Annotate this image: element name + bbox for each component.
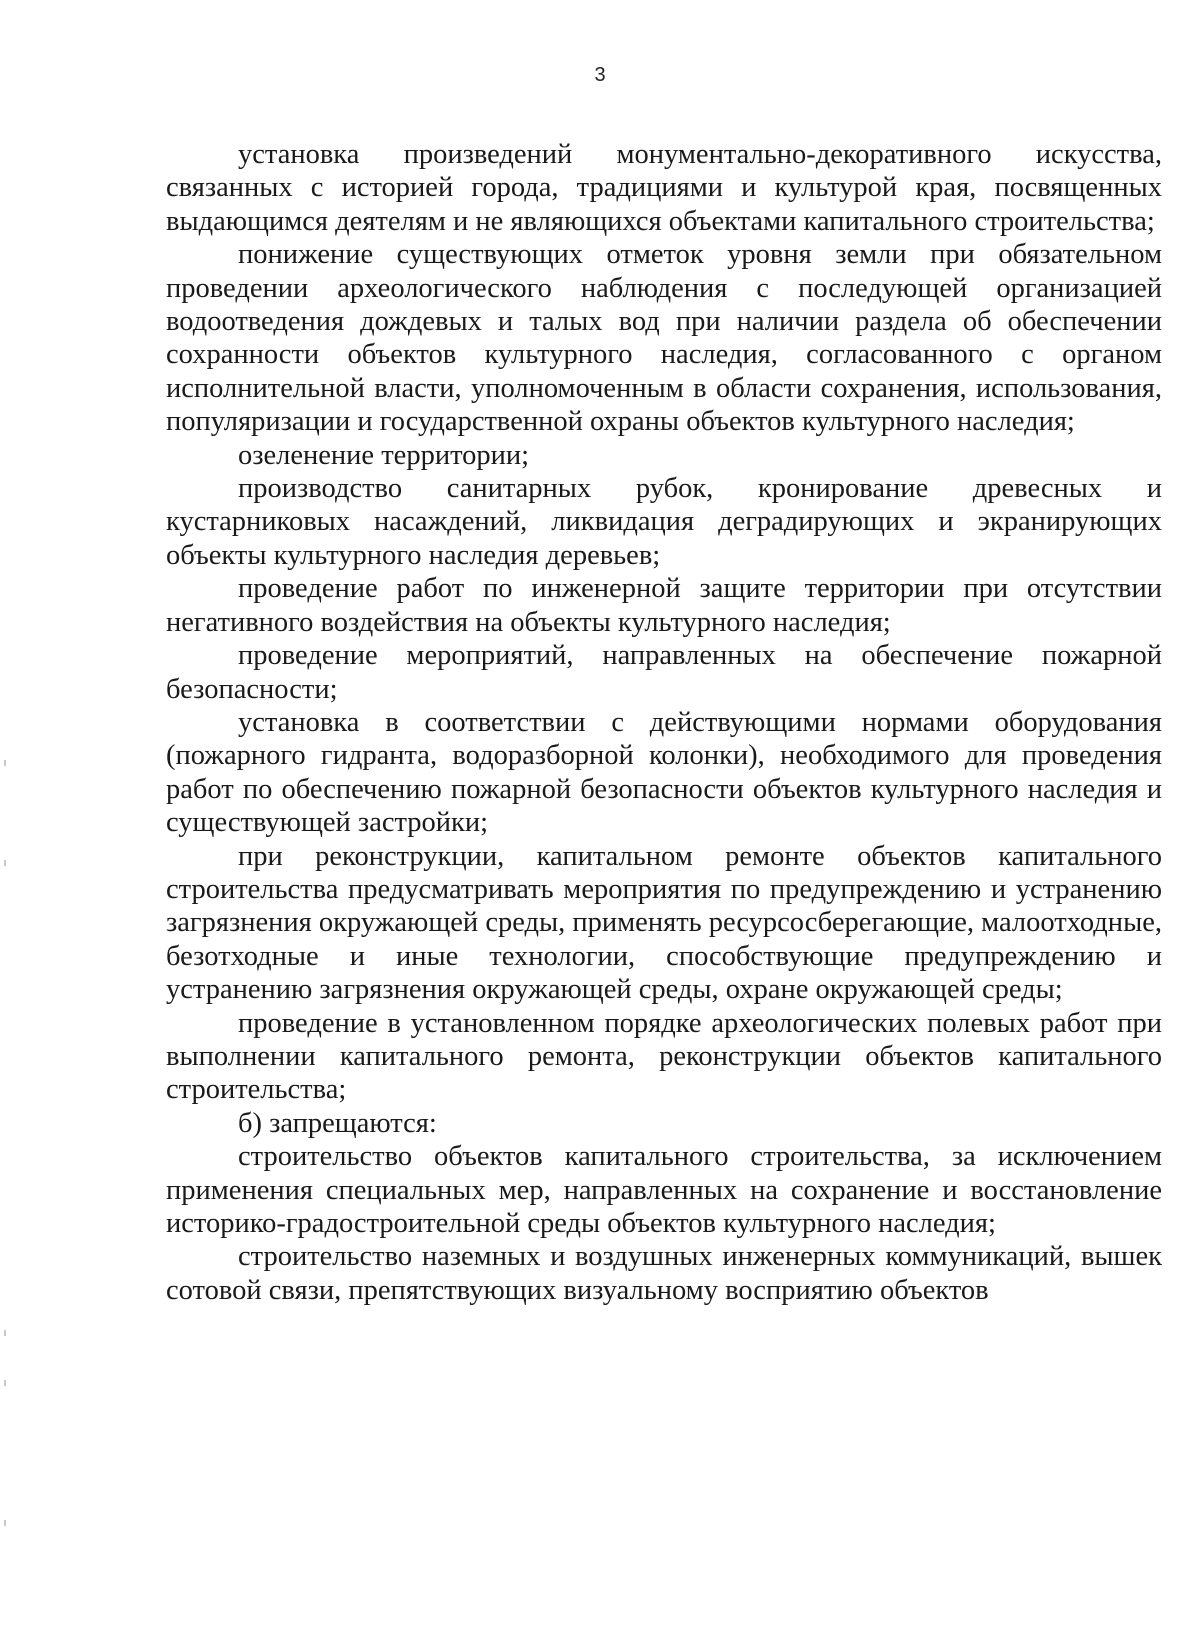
- paragraph: понижение существующих отметок уровня земли при обязательном проведении археологического наблюдения с последующей организацией водоотведения дождевых и талых вод при наличии раздела об обеспечении сохранности объектов культурного наследия, согласованного с органом исполнительной власти, уполномоченным в области сохранения, использования, популяризации и государственной охраны объектов культурного наследия;: [166, 239, 1162, 438]
- paragraph: проведение мероприятий, направленных на обеспечение пожарной безопасности;: [166, 640, 1162, 705]
- document-body: [166, 138, 1162, 1307]
- paragraph: установка произведений монументально-декоративного искусства, связанных с историей города, традициями и культурой края, посвященных выдающимся деятелям и не являющихся объектами капитального строительства;: [166, 139, 1162, 237]
- scan-edge-mark: [4, 1330, 6, 1336]
- paragraph: производство санитарных рубок, кронирование древесных и кустарниковых насаждений, ликвидация деградирующих и экранирующих объекты культурного наследия деревьев;: [166, 473, 1162, 571]
- paragraph: проведение работ по инженерной защите территории при отсутствии негативного воздействия на объекты культурного наследия;: [166, 573, 1162, 638]
- scan-edge-mark: [4, 1380, 6, 1386]
- scan-edge-mark: [4, 760, 6, 766]
- page-number: 3: [594, 64, 606, 86]
- scan-edge-mark: [4, 1520, 6, 1526]
- paragraph: строительство наземных и воздушных инженерных коммуникаций, вышек сотовой связи, препятствующих визуальному восприятию объектов: [166, 1241, 1162, 1306]
- paragraph: озеленение территории;: [238, 439, 530, 471]
- paragraph: б) запрещаются:: [238, 1107, 437, 1139]
- paragraph: установка в соответствии с действующими нормами оборудования (пожарного гидранта, водоразборной колонки), необходимого для проведения работ по обеспечению пожарной безопасности объектов культурного наследия и существующей застройки;: [166, 706, 1162, 839]
- scan-edge-mark: [4, 860, 6, 866]
- paragraph: проведение в установленном порядке археологических полевых работ при выполнении капитального ремонта, реконструкции объектов капитального строительства;: [166, 1007, 1162, 1106]
- paragraph: при реконструкции, капитальном ремонте объектов капитального строительства предусматривать мероприятия по предупреждению и устранению загрязнения окружающей среды, применять ресурсосберегающие, малоотходные, безотходные и иные технологии, способствующие предупреждению и устранению загрязнения окружающей среды, охране окружающей среды;: [166, 840, 1162, 1006]
- paragraph: строительство объектов капитального строительства, за исключением применения специальных мер, направленных на сохранение и восстановление историко-градостроительной среды объектов культурного наследия;: [166, 1141, 1162, 1239]
